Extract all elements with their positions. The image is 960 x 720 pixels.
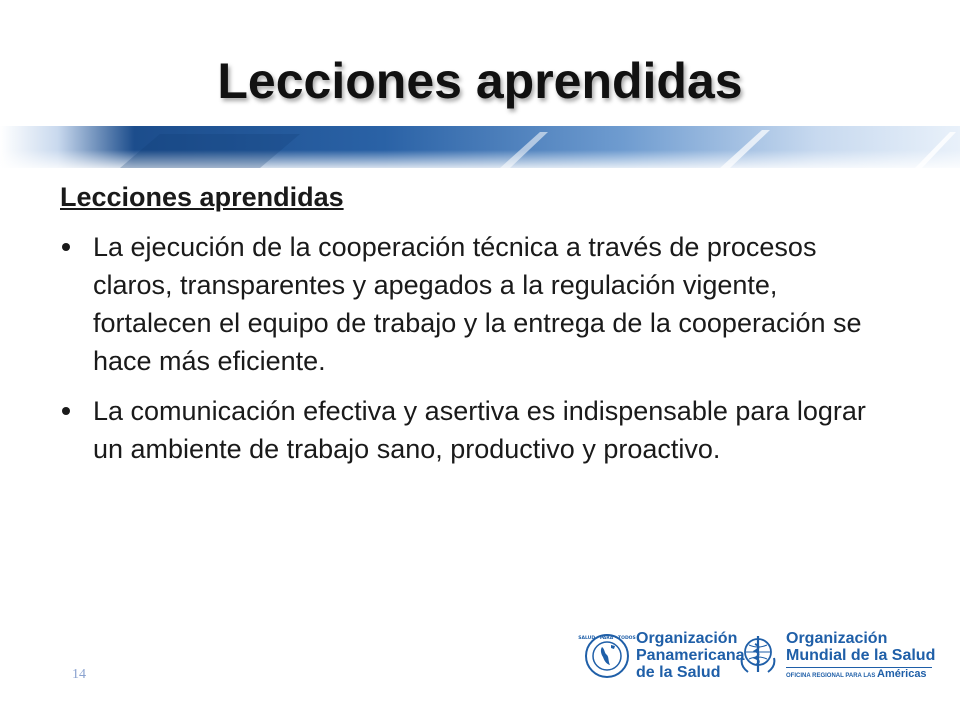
body-subheading: Lecciones aprendidas: [60, 182, 344, 212]
bullet-item: [60, 228, 890, 380]
bullet-item: [60, 392, 890, 468]
slide-body: [60, 178, 890, 480]
bullet-text: La comunicación efectiva y asertiva es indispensable para lograr un ambiente de trabajo sano, productivo y proactivo.: [93, 396, 866, 464]
who-sub-big: Américas: [877, 668, 927, 680]
who-sub-small: OFICINA REGIONAL PARA LAS: [786, 673, 876, 679]
who-logo-text: [786, 630, 935, 680]
who-emblem-icon: [736, 632, 780, 678]
paho-line-1: Organización: [636, 630, 738, 647]
who-line-2: Mundial de la Salud: [786, 647, 936, 664]
paho-line-3: de la Salud: [636, 664, 721, 681]
paho-logo: [578, 630, 745, 681]
paho-seal-icon: [578, 633, 636, 679]
who-line-1: Organización: [786, 630, 888, 647]
page-number: 14: [72, 667, 86, 682]
paho-logo-text: [636, 630, 745, 681]
who-regional-office: [786, 667, 932, 680]
who-logo: [736, 630, 935, 680]
bullet-dot-icon: [62, 243, 70, 251]
header-banner: [0, 124, 960, 184]
paho-line-2: Panamericana: [636, 647, 745, 664]
bullet-text: La ejecución de la cooperación técnica a través de procesos claros, transparentes y apegados a la regulación vigente, fortalecen el equipo de trabajo y la entrega de la cooperación se hace más eficiente.: [93, 232, 862, 376]
bullet-dot-icon: [62, 407, 70, 415]
bullet-list: [60, 228, 890, 468]
slide-title: Lecciones aprendidas: [217, 53, 743, 109]
paho-seal-text: SALUD · PARA · TODOS: [578, 635, 636, 641]
